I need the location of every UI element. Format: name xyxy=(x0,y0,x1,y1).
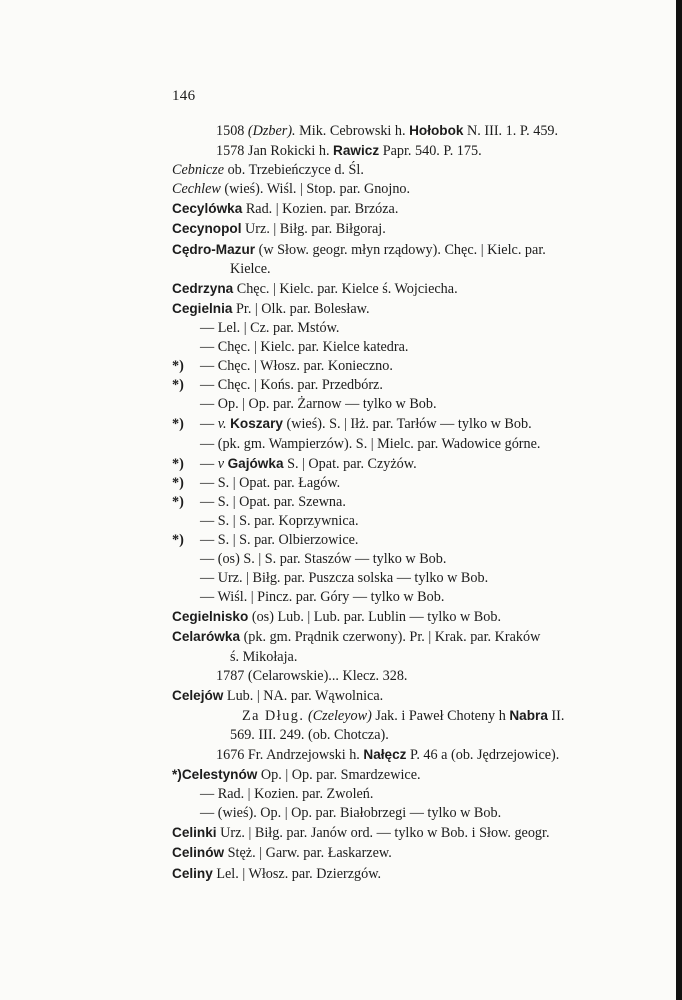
footnote-mark: *) xyxy=(172,358,184,375)
entry-line: — Lel. | Cz. par. Mstów. xyxy=(200,319,340,336)
entry-line: Celarówka (pk. gm. Prądnik czerwony). Pr. | Krak. par. Kraków xyxy=(172,629,541,646)
headword: Cecynopol xyxy=(172,221,242,237)
footnote-mark: *) xyxy=(172,531,184,548)
headword: Celinów xyxy=(172,845,225,861)
entry-line: — Op. | Op. par. Żarnow — tylko w Bob. xyxy=(200,396,437,413)
headword: Cędro-Mazur xyxy=(172,241,256,257)
footnote-mark: *) xyxy=(172,455,184,472)
headword: *)Celestynów xyxy=(172,767,258,783)
entry-line: ś. Mikołaja. xyxy=(230,648,298,665)
footnote-mark: *) xyxy=(172,474,184,491)
scan-edge xyxy=(676,0,682,1000)
entry-line: Cegielnisko (os) Lub. | Lub. par. Lublin — tylko w Bob. xyxy=(172,609,501,626)
entry-line: — Urz. | Biłg. par. Puszcza solska — tylko w Bob. xyxy=(200,570,489,587)
entry-line: 1676 Fr. Andrzejowski h. Nałęcz P. 46 a (ob. Jędrzejowice). xyxy=(216,747,560,763)
entry-line: 1508 (Dzber). Mik. Cebrowski h. Hołobok N. III. 1. P. 459. xyxy=(216,123,559,139)
entry-line: Cędro-Mazur (w Słow. geogr. młyn rządowy). Chęc. | Kielc. par. xyxy=(172,241,546,258)
entry-line: Cecylówka Rad. | Kozien. par. Brzóza. xyxy=(172,201,399,218)
entry-line: *) — v Gajówka S. | Opat. par. Czyżów. xyxy=(172,454,642,474)
headword: Cegielnia xyxy=(172,300,233,316)
entry-line: *) — S. | S. par. Olbierzowice. xyxy=(172,531,642,550)
entry-line: 1578 Jan Rokicki h. Rawicz Papr. 540. P. 175. xyxy=(216,143,482,160)
entry-line: — S. | S. par. Koprzywnica. xyxy=(200,512,359,529)
entry-line: *) — Chęc. | Włosz. par. Konieczno. xyxy=(172,357,642,376)
headword: Celiny xyxy=(172,865,213,881)
headword: Cedrzyna xyxy=(172,280,234,296)
entry-line: 1787 (Celarowskie)... Klecz. 328. xyxy=(216,667,408,684)
entry-line: *) — S. | Opat. par. Łagów. xyxy=(172,474,642,493)
entry-line: *)Celestynów Op. | Op. par. Smardzewice. xyxy=(172,767,421,784)
entry-line: — (pk. gm. Wampierzów). S. | Mielc. par. Wadowice górne. xyxy=(200,435,541,452)
entry-line: 569. III. 249. (ob. Chotcza). xyxy=(230,726,389,743)
entry-line: Celinki Urz. | Biłg. par. Janów ord. — tylko w Bob. i Słow. geogr. xyxy=(172,825,550,842)
headword: Celejów xyxy=(172,687,224,703)
headword: Cechlew xyxy=(172,181,221,198)
entry-line: Kielce. xyxy=(230,260,271,277)
entry-line: *) — v. Koszary (wieś). S. | Iłż. par. Tarłów — tylko w Bob. xyxy=(172,414,642,434)
entry-line: Celiny Lel. | Włosz. par. Dzierzgów. xyxy=(172,865,382,882)
entry-line: *) — S. | Opat. par. Szewna. xyxy=(172,493,642,512)
gazetteer-entries xyxy=(172,121,642,884)
headword: Cebnicze xyxy=(172,162,225,179)
headword: Celarówka xyxy=(172,629,241,645)
entry-line: Cecynopol Urz. | Biłg. par. Biłgoraj. xyxy=(172,221,386,238)
headword: Celinki xyxy=(172,825,217,841)
entry-line: Cegielnia Pr. | Olk. par. Bolesław. xyxy=(172,300,370,317)
headword: Cecylówka xyxy=(172,201,243,217)
entry-line: Cedrzyna Chęc. | Kielc. par. Kielce ś. Wojciecha. xyxy=(172,280,458,297)
entry-line: — Chęc. | Kielc. par. Kielce katedra. xyxy=(200,339,409,356)
entry-line: Cebnicze ob. Trzebieńczyce d. Śl. xyxy=(172,162,364,179)
footnote-mark: *) xyxy=(172,377,184,394)
entry-line: — (os) S. | S. par. Staszów — tylko w Bob. xyxy=(200,551,447,568)
footnote-mark: *) xyxy=(172,493,184,510)
headword: Cegielnisko xyxy=(172,609,249,625)
page-number: 146 xyxy=(172,88,196,104)
footnote-mark: *) xyxy=(172,416,184,433)
entry-line: Za Dług. (Czeleyow) Jak. i Paweł Choteny h Nabra II. xyxy=(242,707,565,724)
entry-line: — Rad. | Kozien. par. Zwoleń. xyxy=(200,786,374,803)
entry-line: — Wiśl. | Pincz. par. Góry — tylko w Bob. xyxy=(200,589,445,606)
entry-line: *) — Chęc. | Końs. par. Przedbórz. xyxy=(172,376,642,395)
entry-line: Celejów Lub. | NA. par. Wąwolnica. xyxy=(172,687,384,704)
entry-line: Cechlew (wieś). Wiśl. | Stop. par. Gnojno. xyxy=(172,181,411,198)
entry-line: — (wieś). Op. | Op. par. Białobrzegi — tylko w Bob. xyxy=(200,805,502,822)
entry-line: Celinów Stęż. | Garw. par. Łaskarzew. xyxy=(172,845,392,862)
